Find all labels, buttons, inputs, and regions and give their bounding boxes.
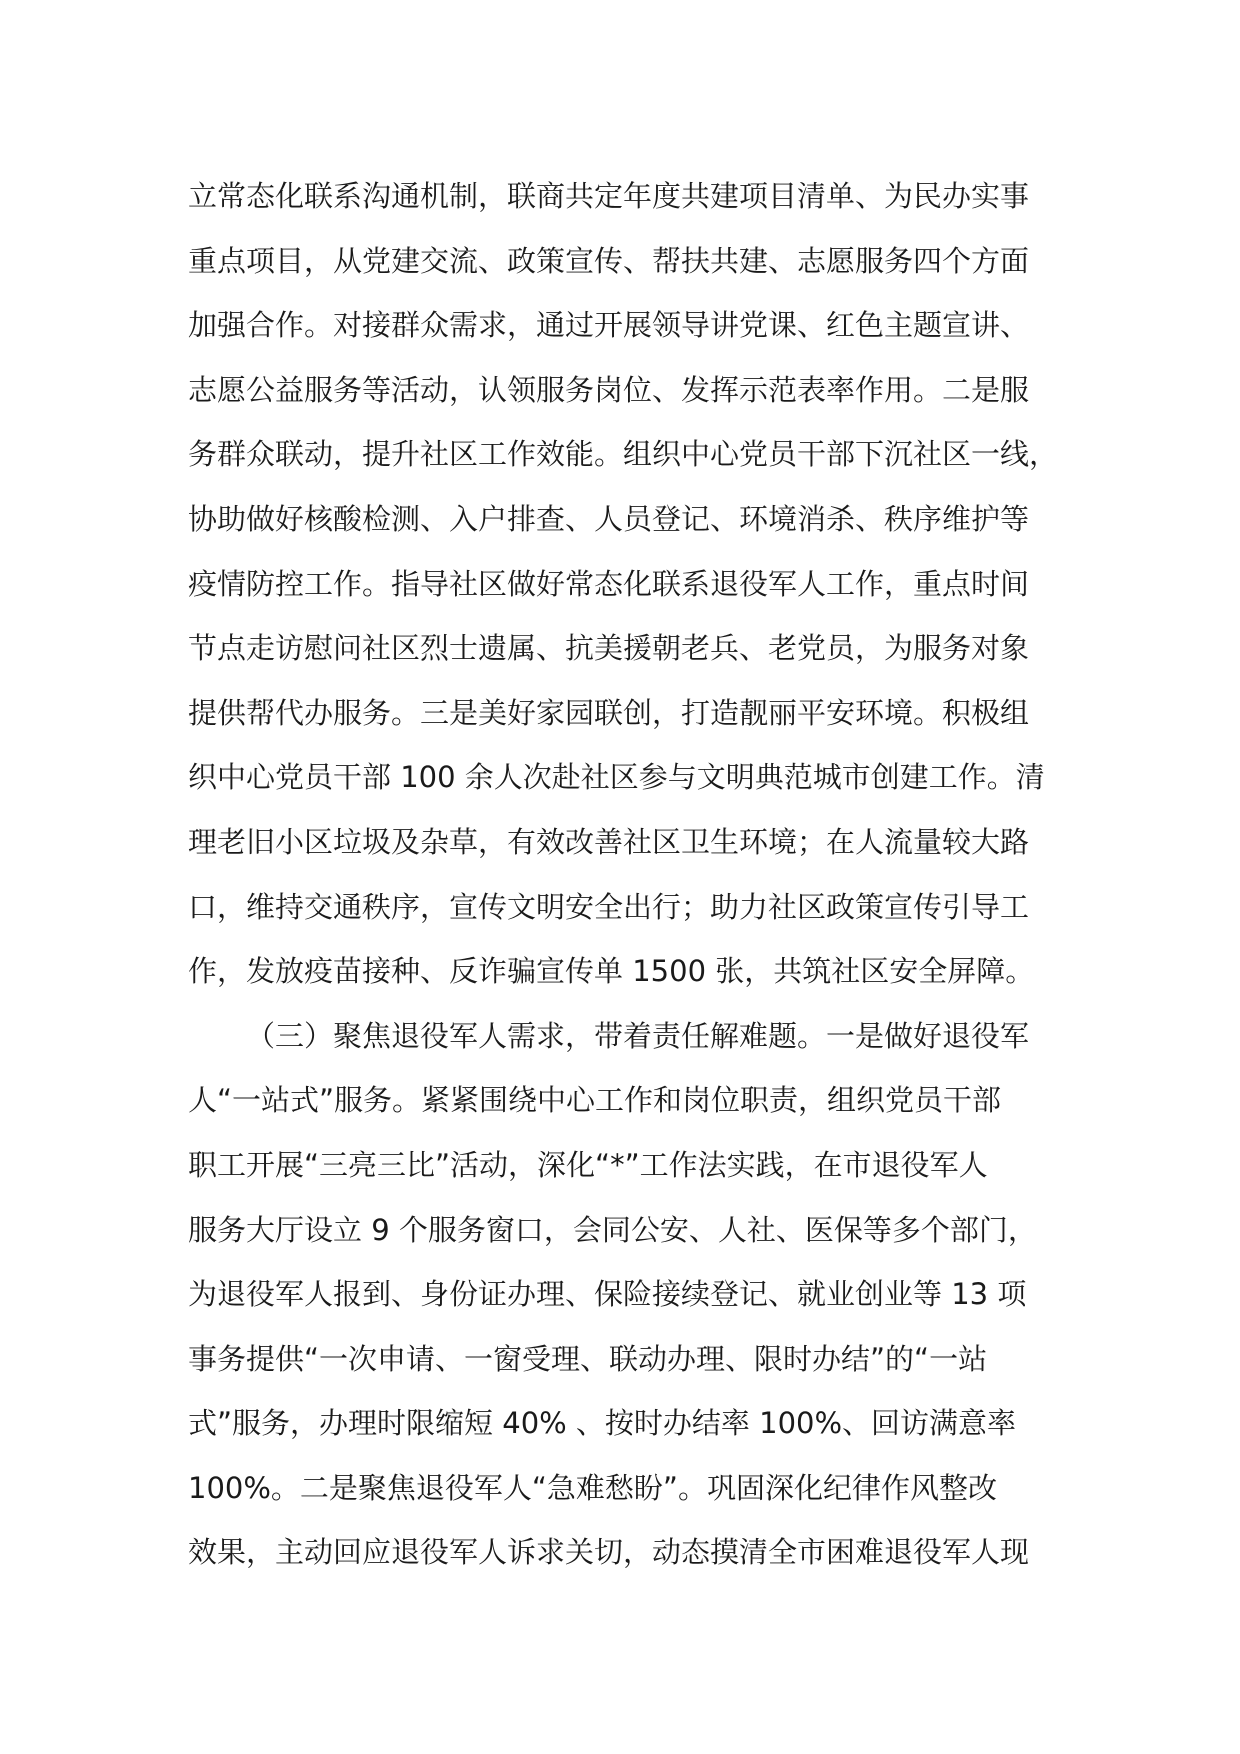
text-line: 100%。二是聚焦退役军人“急难愁盼”。巩固深化纪律作风整改 [188,1470,997,1505]
text-line: 疫情防控工作。指导社区做好常态化联系退役军人工作，重点时间 [188,566,1030,601]
text-line: 加强合作。对接群众需求，通过开展领导讲党课、红色主题宣讲、 [188,308,1030,343]
text-line: 提供帮代办服务。三是美好家园联创，打造靓丽平安环境。积极组 [188,695,1030,730]
text-line: 作，发放疫苗接种、反诈骗宣传单 1500 张，共筑社区安全屏障。 [188,954,1035,989]
text-line: 理老旧小区垃圾及杂草，有效改善社区卫生环境；在人流量较大路 [188,824,1030,859]
text-line: 重点项目，从党建交流、政策宣传、帮扶共建、志愿服务四个方面 [188,243,1030,278]
body-text [188,164,1088,1585]
text-line: 职工开展“三亮三比”活动，深化“*”工作法实践，在市退役军人 [188,1147,988,1182]
text-line: 务群众联动，提升社区工作效能。组织中心党员干部下沉社区一线， [188,437,1059,472]
text-line: 式”服务，办理时限缩短 40% 、按时办结率 100%、回访满意率 [188,1406,1017,1441]
text-line: 事务提供“一次申请、一窗受理、联动办理、限时办结”的“一站 [188,1341,988,1376]
text-line: 口，维持交通秩序，宣传文明安全出行；助力社区政策宣传引导工 [188,889,1030,924]
text-line: 织中心党员干部 100 余人次赴社区参与文明典范城市创建工作。清 [188,760,1045,795]
text-line: 志愿公益服务等活动，认领服务岗位、发挥示范表率作用。二是服 [188,372,1030,407]
text-line: 节点走访慰问社区烈士遗属、抗美援朝老兵、老党员，为服务对象 [188,631,1030,666]
section-heading-line: （三）聚焦退役军人需求，带着责任解难题。一是做好退役军 [246,1018,1030,1053]
text-line: 服务大厅设立 9 个服务窗口，会同公安、人社、医保等多个部门， [188,1212,1037,1247]
text-line: 人“一站式”服务。紧紧围绕中心工作和岗位职责，组织党员干部 [188,1083,1002,1118]
text-line: 效果，主动回应退役军人诉求关切，动态摸清全市困难退役军人现 [188,1535,1030,1570]
text-line: 立常态化联系沟通机制，联商共定年度共建项目清单、为民办实事 [188,179,1030,213]
text-line: 为退役军人报到、身份证办理、保险接续登记、就业创业等 13 项 [188,1277,1027,1312]
text-line: 协助做好核酸检测、入户排查、人员登记、环境消杀、秩序维护等 [188,501,1030,536]
